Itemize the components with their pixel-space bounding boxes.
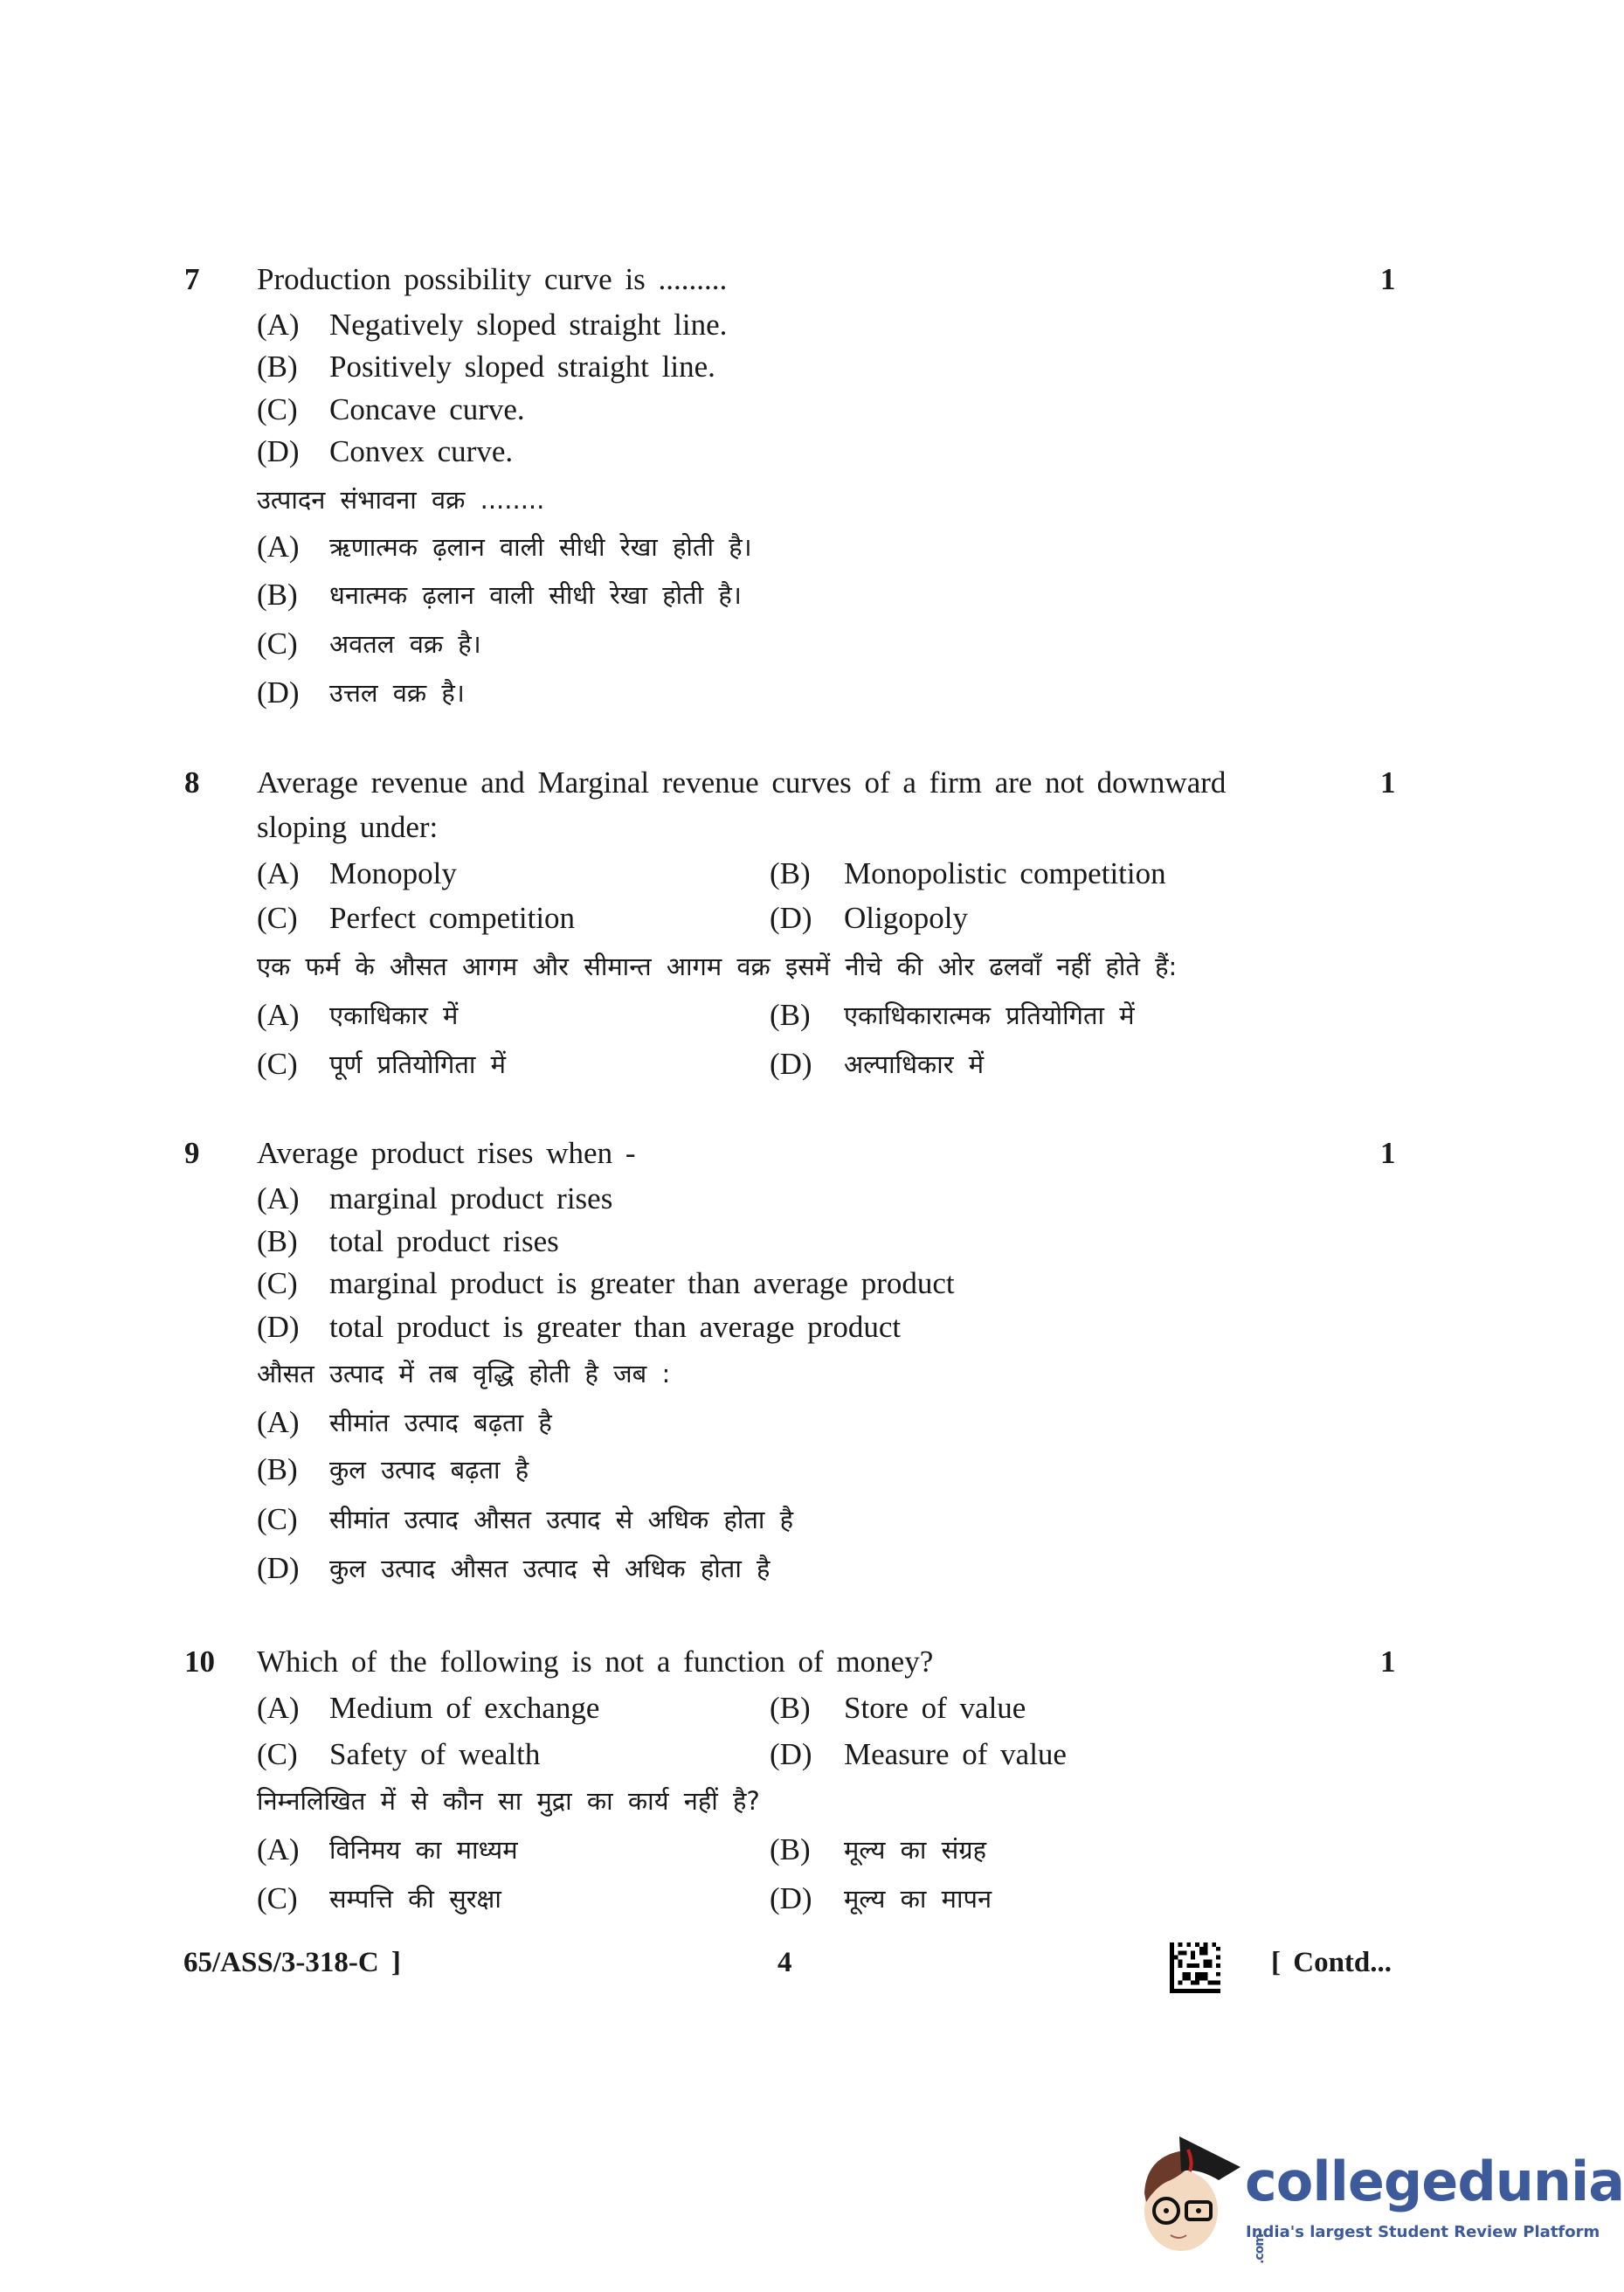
- question-number: 8: [184, 765, 200, 800]
- option-label-hindi: (C): [257, 1881, 298, 1915]
- brand-tagline: India's largest Student Review Platform: [1246, 2223, 1600, 2241]
- question-stem-continued: sloping under:: [257, 810, 439, 844]
- mascot-icon: [1136, 2132, 1245, 2254]
- question-marks: 1: [1380, 262, 1396, 296]
- option-text: Monopolistic competition: [844, 856, 1166, 890]
- question-number: 9: [184, 1136, 200, 1170]
- option-text: Perfect competition: [329, 901, 576, 935]
- option-text: विनिमय का माध्यम: [329, 1835, 518, 1865]
- question-number: 7: [184, 262, 200, 296]
- option-label: (C): [257, 392, 298, 426]
- option-label: (A): [257, 856, 300, 890]
- question-marks: 1: [1380, 765, 1396, 800]
- option-text: अल्पाधिकार में: [844, 1049, 985, 1079]
- paper-code: 65/ASS/3-318-C ]: [183, 1947, 401, 1978]
- option-label-hindi: (D): [770, 1881, 812, 1915]
- brand-name: collegedunia: [1245, 2150, 1624, 2213]
- option-text: Safety of wealth: [329, 1737, 541, 1771]
- option-label-hindi: (C): [257, 627, 298, 661]
- question-marks: 1: [1380, 1645, 1396, 1679]
- option-label: (B): [770, 1691, 811, 1725]
- option-label: (A): [257, 1181, 300, 1215]
- option-text: सम्पत्ति की सुरक्षा: [329, 1884, 501, 1914]
- option-text: सीमांत उत्पाद औसत उत्पाद से अधिक होता है: [329, 1505, 794, 1534]
- question-stem-hindi: औसत उत्पाद में तब वृद्धि होती है जब :: [257, 1359, 671, 1388]
- option-label-hindi: (C): [257, 1502, 298, 1536]
- option-label-hindi: (D): [257, 1551, 300, 1585]
- option-text: Positively sloped straight line.: [329, 350, 715, 384]
- option-text: ऋणात्मक ढ़लान वाली सीधी रेखा होती है।: [329, 532, 752, 562]
- option-text: total product rises: [329, 1224, 559, 1258]
- option-label: (D): [257, 434, 300, 468]
- option-label-hindi: (D): [257, 675, 300, 710]
- option-label: (D): [257, 1310, 300, 1344]
- question-stem: Production possibility curve is .........: [257, 262, 728, 296]
- option-text: Negatively sloped straight line.: [329, 308, 728, 342]
- option-text: total product is greater than average product: [329, 1310, 902, 1344]
- option-text: उत्तल वक्र है।: [329, 678, 465, 708]
- option-label: (A): [257, 1691, 300, 1725]
- option-label-hindi: (A): [257, 998, 300, 1032]
- option-text: Store of value: [844, 1691, 1026, 1725]
- option-text: सीमांत उत्पाद बढ़ता है: [329, 1408, 552, 1437]
- option-text: पूर्ण प्रतियोगिता में: [329, 1049, 506, 1079]
- option-label: (B): [257, 350, 298, 384]
- option-label: (D): [770, 901, 812, 935]
- question-stem-hindi: एक फर्म के औसत आगम और सीमान्त आगम वक्र इसमें नीचे की ओर ढलवाँ नहीं होते हैं:: [257, 952, 1178, 981]
- option-text: एकाधिकारात्मक प्रतियोगिता में: [844, 1001, 1135, 1030]
- option-text: अवतल वक्र है।: [329, 629, 481, 659]
- option-label-hindi: (C): [257, 1047, 298, 1081]
- option-text: Measure of value: [844, 1737, 1067, 1771]
- option-label: (A): [257, 308, 300, 342]
- option-label: (B): [770, 856, 811, 890]
- option-label-hindi: (B): [770, 998, 811, 1032]
- option-label: (B): [257, 1224, 298, 1258]
- option-text: Oligopoly: [844, 901, 968, 935]
- option-text: मूल्य का संग्रह: [844, 1835, 986, 1865]
- question-stem-hindi: उत्पादन संभावना वक्र ........: [257, 485, 545, 515]
- option-label-hindi: (A): [257, 1832, 300, 1866]
- option-text: धनात्मक ढ़लान वाली सीधी रेखा होती है।: [329, 580, 742, 610]
- continued-label: [ Contd...: [1271, 1947, 1392, 1978]
- page-number: 4: [777, 1947, 792, 1978]
- option-text: Medium of exchange: [329, 1691, 600, 1725]
- option-label: (C): [257, 901, 298, 935]
- question-stem: Average revenue and Marginal revenue curves of a firm are not downward: [257, 765, 1227, 800]
- brand-domain: .com: [1252, 2233, 1267, 2264]
- option-text: कुल उत्पाद औसत उत्पाद से अधिक होता है: [329, 1554, 771, 1583]
- question-stem: Which of the following is not a function of money?: [257, 1645, 934, 1679]
- option-text: Concave curve.: [329, 392, 525, 426]
- option-label-hindi: (B): [770, 1832, 811, 1866]
- option-text: मूल्य का मापन: [844, 1884, 992, 1914]
- option-label-hindi: (D): [770, 1047, 812, 1081]
- option-text: marginal product rises: [329, 1181, 613, 1215]
- option-label: (C): [257, 1737, 298, 1771]
- option-label-hindi: (A): [257, 1405, 300, 1439]
- option-label-hindi: (B): [257, 578, 298, 612]
- option-label: (C): [257, 1266, 298, 1300]
- option-label: (D): [770, 1737, 812, 1771]
- qr-code-icon: [1170, 1942, 1220, 1993]
- option-text: Monopoly: [329, 856, 457, 890]
- option-label-hindi: (B): [257, 1452, 298, 1486]
- question-stem-hindi: निम्नलिखित में से कौन सा मुद्रा का कार्य नहीं है?: [257, 1786, 760, 1816]
- option-text: कुल उत्पाद बढ़ता है: [329, 1455, 529, 1485]
- question-number: 10: [184, 1645, 215, 1679]
- option-text: Convex curve.: [329, 434, 514, 468]
- option-label-hindi: (A): [257, 530, 300, 564]
- option-text: एकाधिकार में: [329, 1001, 459, 1030]
- option-text: marginal product is greater than average product: [329, 1266, 955, 1300]
- question-marks: 1: [1380, 1136, 1396, 1170]
- question-stem: Average product rises when -: [257, 1136, 636, 1170]
